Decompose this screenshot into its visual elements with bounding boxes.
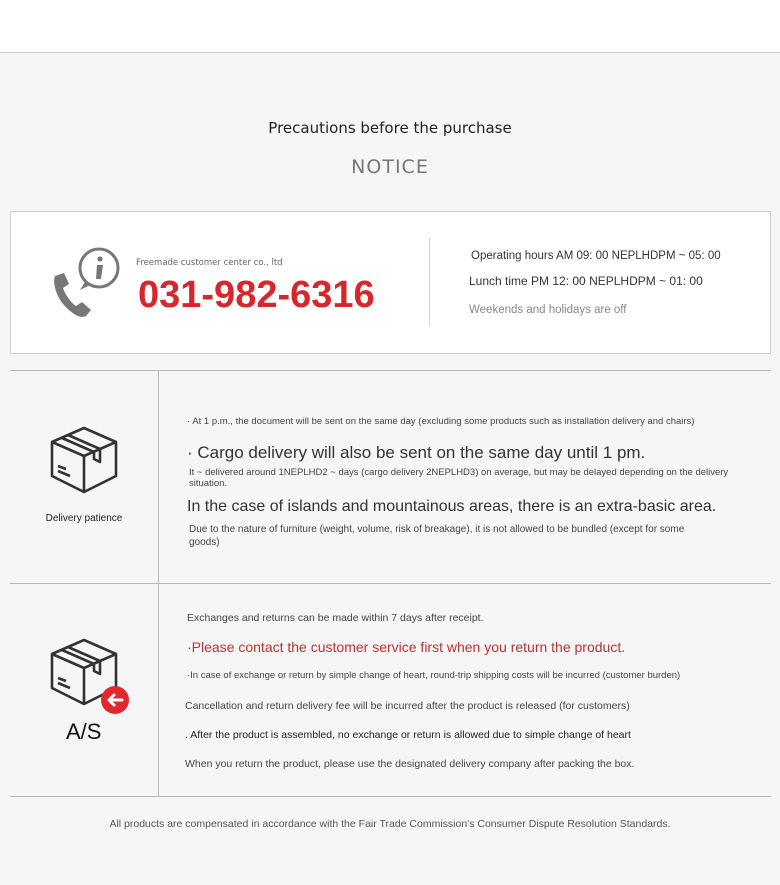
as-line-3: ·In case of exchange or return by simple change of heart, round-trip shipping costs will be incurred (customer burden) bbox=[187, 670, 681, 681]
as-line-5: . After the product is assembled, no exchange or return is allowed due to simple change of heart bbox=[185, 729, 631, 741]
table-row-divider bbox=[10, 583, 771, 584]
as-line-1: Exchanges and returns can be made within 7 days after receipt. bbox=[187, 612, 484, 624]
delivery-line-3: It ~ delivered around 1NEPLHD2 ~ days (cargo delivery 2NEPLHD3) on average, but may be delayed depending on the delivery bbox=[189, 467, 729, 478]
delivery-line-6: Due to the nature of furniture (weight, volume, risk of breakage), it is not allowed to be bundled (except for some bbox=[189, 524, 685, 535]
return-arrow-icon bbox=[100, 685, 130, 715]
table-border-bottom bbox=[10, 796, 771, 797]
box-icon bbox=[46, 422, 122, 498]
table-column-divider bbox=[158, 370, 159, 797]
delivery-line-4: situation. bbox=[189, 478, 228, 489]
page-title: Precautions before the purchase bbox=[268, 119, 512, 137]
as-line-2: ·Please contact the customer service first when you return the product. bbox=[187, 639, 626, 655]
phone-info-icon bbox=[49, 246, 123, 320]
as-line-4: Cancellation and return delivery fee will be incurred after the product is released (for customers) bbox=[185, 700, 630, 712]
table-border-top bbox=[10, 370, 771, 371]
footer-note: All products are compensated in accordance with the Fair Trade Commission's Consumer Dispute Resolution Standards. bbox=[109, 818, 671, 830]
phone-number: 031-982-6316 bbox=[138, 274, 375, 316]
as-label: A/S bbox=[66, 719, 102, 744]
policy-table bbox=[10, 370, 771, 797]
delivery-line-2: · Cargo delivery will also be sent on the same day until 1 pm. bbox=[187, 443, 646, 462]
notice-heading: NOTICE bbox=[351, 156, 429, 178]
operating-hours: Operating hours AM 09: 00 NEPLHDPM ~ 05: 00 bbox=[471, 250, 721, 262]
company-name: Freemade customer center co., ltd bbox=[136, 258, 283, 268]
as-line-6: When you return the product, please use the designated delivery company after packing the box. bbox=[185, 758, 635, 770]
customer-center-box bbox=[10, 211, 771, 354]
delivery-line-7: goods) bbox=[189, 537, 220, 548]
off-days: Weekends and holidays are off bbox=[469, 304, 627, 316]
delivery-label: Delivery patience bbox=[45, 513, 123, 524]
delivery-line-1: · At 1 p.m., the document will be sent on the same day (excluding some products such as installation delivery and chairs) bbox=[187, 416, 695, 427]
top-bar bbox=[0, 0, 780, 53]
divider bbox=[429, 238, 430, 326]
lunch-time: Lunch time PM 12: 00 NEPLHDPM ~ 01: 00 bbox=[469, 274, 703, 288]
delivery-line-5: In the case of islands and mountainous areas, there is an extra-basic area. bbox=[187, 498, 717, 515]
